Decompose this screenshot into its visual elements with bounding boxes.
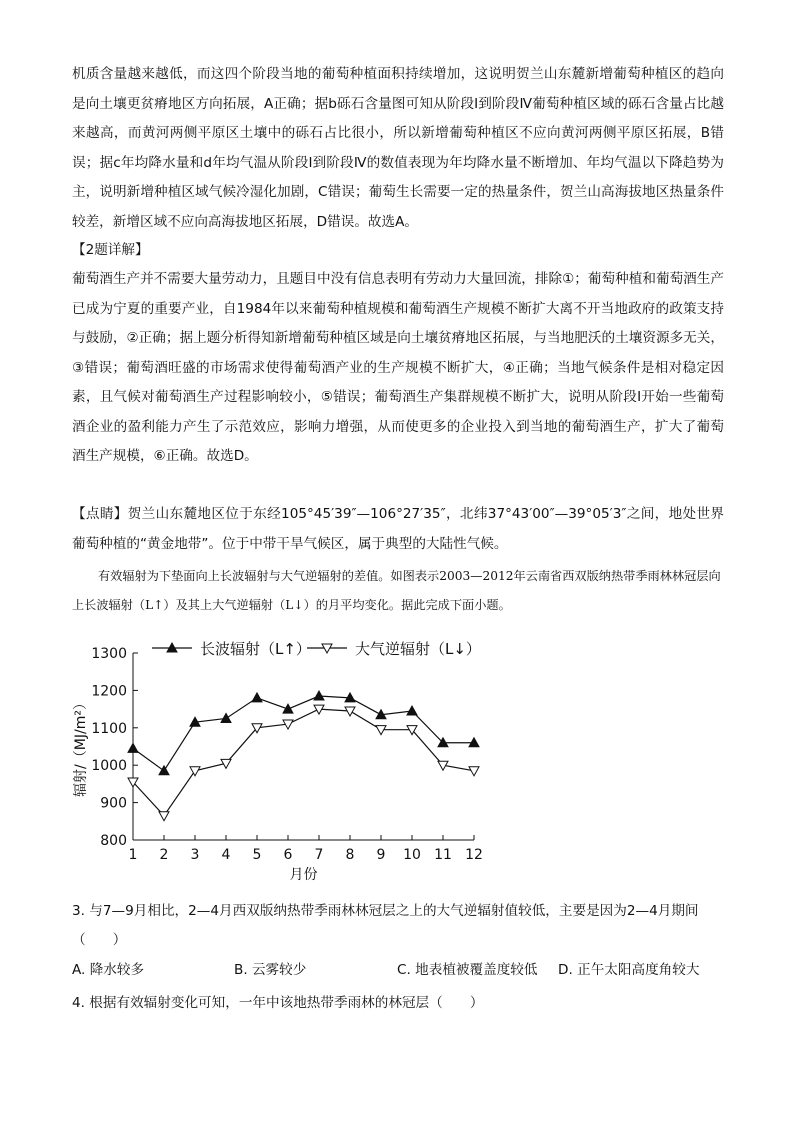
x-tick-label: 11: [434, 847, 452, 863]
chart-series: [128, 691, 479, 821]
x-tick-label: 1: [128, 847, 138, 863]
q2-detail-heading: 【2题详解】: [72, 242, 149, 258]
legend-label-2: 大气逆辐射（L↓）: [355, 640, 481, 658]
x-tick-label: 7: [314, 847, 324, 863]
series-line-1: [133, 696, 474, 771]
data-point-series-2: [159, 812, 169, 821]
x-axis-label: 月份: [289, 867, 318, 883]
data-point-series-2: [345, 707, 355, 716]
y-tick-label: 1100: [91, 720, 127, 737]
question-4-stem: 4. 根据有效辐射变化可知，一年中该地热带季雨林的林冠层（ ）: [72, 995, 484, 1011]
x-tick-label: 6: [283, 847, 293, 863]
tip-paragraph: [72, 500, 724, 559]
tip-heading: 【点睛】: [72, 506, 128, 522]
x-tick-label: 9: [376, 847, 386, 863]
q3-option-d[interactable]: D. 正午太阳高度角较大: [558, 962, 700, 978]
legend-label-1: 长波辐射（L↑）: [200, 640, 311, 658]
y-tick-label: 800: [100, 833, 127, 849]
y-tick-label: 900: [100, 795, 127, 812]
data-point-series-2: [469, 767, 479, 776]
data-point-series-1: [128, 743, 138, 752]
tip-text: 贺兰山东麓地区位于东经105°45′39″—106°27′35″，北纬37°43′00″—39°05′3″之间，地处世界葡萄种植的“黄金地带”。位于中带干旱气候区，属于典型的大陆性气候。: [72, 506, 725, 552]
x-tick-label: 3: [190, 847, 200, 863]
series-line-2: [133, 709, 474, 816]
chart-axes: [133, 653, 474, 840]
data-point-series-1: [252, 693, 262, 702]
q3-option-c[interactable]: C. 地表植被覆盖度较低: [397, 962, 538, 978]
y-tick-label: 1200: [91, 683, 127, 700]
data-point-series-2: [190, 767, 200, 776]
x-axis-ticks: [129, 835, 483, 863]
x-tick-label: 10: [403, 847, 421, 863]
x-tick-label: 5: [252, 847, 262, 863]
q3-option-b[interactable]: B. 云雾较少: [234, 962, 307, 978]
question-intro: 有效辐射为下垫面向上长波辐射与大气逆辐射的差值。如图表示2003—2012年云南省西双版纳热带季雨林林冠层向上长波辐射（L↑）及其上大气逆辐射（L↓）的月平均变化。据此完成下面小题。: [72, 569, 721, 612]
x-tick-label: 12: [465, 847, 483, 863]
y-tick-label: 1300: [91, 646, 127, 662]
radiation-line-chart: [0, 628, 794, 888]
question-3-stem: 3. 与7—9月相比，2—4月西双版纳热带季雨林林冠层之上的大气逆辐射值较低，主要是因为2—4月期间（ ）: [72, 903, 699, 948]
data-point-series-1: [283, 704, 293, 713]
y-axis-label: 辐射/（MJ/m²）: [73, 696, 89, 797]
chart-legend: [152, 640, 481, 658]
x-tick-label: 2: [159, 847, 169, 863]
x-tick-label: 8: [345, 847, 355, 863]
answer-analysis-q1: 机质含量越来越低，而这四个阶段当地的葡萄种植面积持续增加，这说明贺兰山东麓新增葡萄种植区的趋向是向土壤更贫瘠地区方向拓展，A正确；据b砾石含量图可知从阶段Ⅰ到阶段Ⅳ葡萄种植区域的砾石含量占比越来越高，而黄河两侧平原区土壤中的砾石占比很小，所以新增葡萄种植区不应向黄河两侧平原区拓展，B错误；据c年均降水量和d年均气温从阶段Ⅰ到阶段Ⅳ的数值表现为年均降水量不断增加、年均气温以下降趋势为主，说明新增种植区域气候冷湿化加剧，C错误；葡萄生长需要一定的热量条件，贺兰山高海拔地区热量条件较差，新增区域不应向高海拔地区拓展，D错误。故选A。: [72, 66, 724, 230]
data-point-series-1: [407, 706, 417, 715]
q3-option-a[interactable]: A. 降水较多: [72, 962, 145, 978]
x-tick-label: 4: [221, 847, 231, 863]
y-tick-label: 1000: [91, 758, 127, 775]
data-point-series-1: [314, 691, 324, 700]
data-point-series-1: [159, 766, 169, 775]
answer-analysis-q2: 葡萄酒生产并不需要大量劳动力，且题目中没有信息表明有劳动力大量回流，排除①；葡萄种植和葡萄酒生产已成为宁夏的重要产业，自1984年以来葡萄种植规模和葡萄酒生产规模不断扩大离不开当地政府的政策支持与鼓励，②正确；据上题分析得知新增葡萄种植区域是向土壤贫瘠地区拓展，与当地肥沃的土壤资源多无关，③错误；葡萄酒旺盛的市场需求使得葡萄酒产业的生产规模不断扩大，④正确；当地气候条件是相对稳定因素，且气候对葡萄酒生产过程影响较小，⑤错误；葡萄酒生产集群规模不断扩大，说明从阶段Ⅰ开始一些葡萄酒企业的盈利能力产生了示范效应，影响力增强，从而使更多的企业投入到当地的葡萄酒生产，扩大了葡萄酒生产规模，⑥正确。故选D。: [72, 271, 724, 464]
data-point-series-1: [221, 713, 231, 722]
